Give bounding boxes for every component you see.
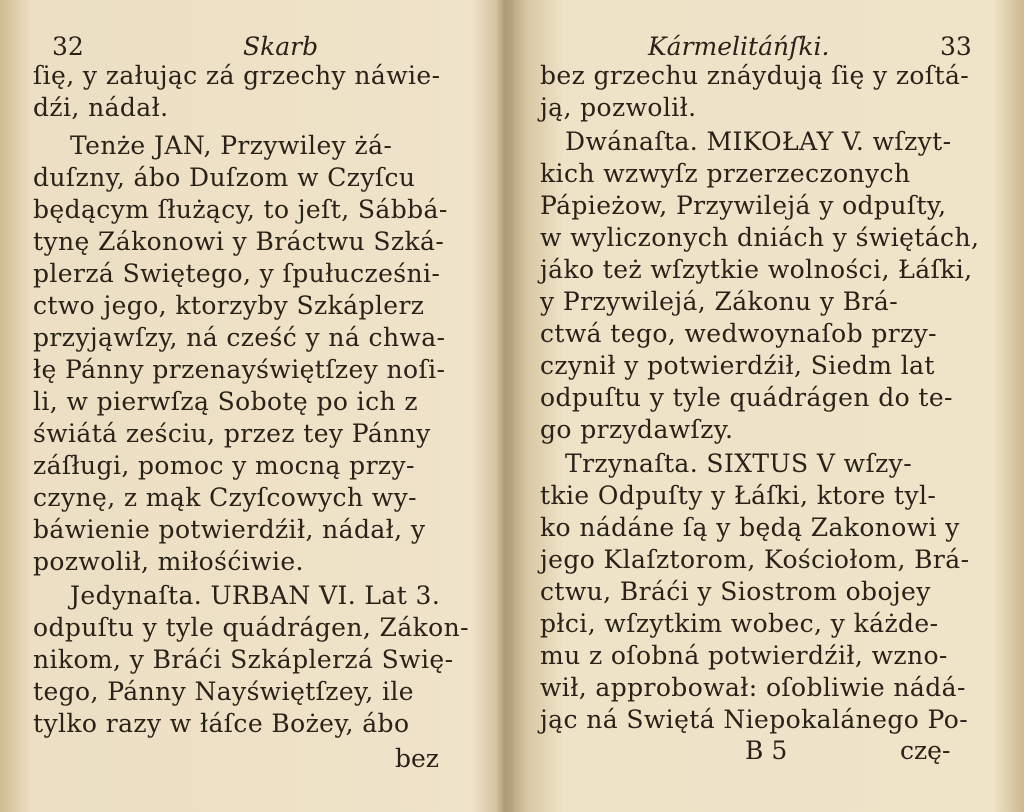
- text-line: ctwá tego, wedwoynaſob przy-: [540, 319, 938, 348]
- text-line: ſię, y załując zá grzechy náwie-: [33, 61, 441, 90]
- text-line: báwienie potwierdźił, nádał, y: [33, 515, 426, 544]
- left-page-number: 32: [52, 32, 84, 61]
- text-line: czynił y potwierdźił, Siedm lat: [540, 351, 935, 380]
- text-line: záſługi, pomoc y mocną przy-: [33, 451, 415, 480]
- text-line: ją, pozwolił.: [540, 93, 697, 122]
- text-line: jąc ná Swiętá Niepokalánego Po-: [540, 705, 969, 734]
- right-page-number: 33: [940, 32, 972, 61]
- text-line: płci, wſzytkim wobec, y káżde-: [540, 609, 939, 638]
- text-line: Dwánaſta. MIKOŁAY V. wſzyt-: [565, 127, 952, 156]
- left-catchword: bez: [395, 744, 439, 773]
- signature-mark: B 5: [745, 736, 788, 765]
- text-line: czynę, z mąk Czyſcowych wy-: [33, 483, 417, 512]
- text-line: nikom, y Bráći Szkáplerzá Swię-: [33, 645, 454, 674]
- text-line: świátá ześciu, przez tey Pánny: [33, 419, 431, 448]
- text-line: bez grzechu znáydują ſię y zoſtá-: [540, 61, 970, 90]
- text-line: tynę Zákonowi y Bráctwu Szká-: [33, 227, 445, 256]
- text-line: Jedynaſta. URBAN VI. Lat 3.: [70, 581, 441, 610]
- text-line: pozwolił, miłośćiwie.: [33, 547, 304, 576]
- text-line: w wyliczonych dniách y świętách,: [540, 223, 980, 252]
- text-line: duſzny, ábo Duſzom w Czyſcu: [33, 163, 416, 192]
- text-line: odpuſtu y tyle quádrágen, Zákon-: [33, 613, 469, 642]
- text-line: y Przywilejá, Zákonu y Brá-: [540, 287, 899, 316]
- right-running-head: Kármelitáńſki.: [648, 32, 830, 61]
- text-line: odpuſtu y tyle quádrágen do te-: [540, 383, 953, 412]
- text-line: kich wzwyſz przerzeczonych: [540, 159, 911, 188]
- text-line: mu z oſobná potwierdźił, wzno-: [540, 641, 948, 670]
- text-line: tkie Odpuſty y Łáſki, ktore tyl-: [540, 481, 937, 510]
- text-line: tylko razy w łáſce Bożey, ábo: [33, 709, 410, 738]
- text-line: łę Pánny przenayświętſzey noſi-: [33, 355, 446, 384]
- text-line: ctwo jego, ktorzyby Szkáplerz: [33, 291, 425, 320]
- text-line: ko nádáne ſą y będą Zakonowi y: [540, 513, 960, 542]
- text-line: przyjąwſzy, ná cześć y ná chwa-: [33, 323, 446, 352]
- text-line: tego, Pánny Nayświętſzey, ile: [33, 677, 414, 706]
- text-line: wił, approbował: oſobliwie nádá-: [540, 673, 966, 702]
- left-running-head: Skarb: [243, 32, 319, 61]
- text-line: będącym ſłużący, to jeſt, Sábbá-: [33, 195, 448, 224]
- text-line: plerzá Swiętego, y ſpułucześni-: [33, 259, 441, 288]
- left-page: [0, 0, 505, 812]
- right-catchword: czę-: [900, 736, 951, 765]
- text-line: jáko też wſzytkie wolności, Łáſki,: [540, 255, 973, 284]
- text-line: li, w pierwſzą Sobotę po ich z: [33, 387, 418, 416]
- text-line: Trzynaſta. SIXTUS V wſzy-: [565, 449, 913, 478]
- text-line: dźi, nádał.: [33, 93, 169, 122]
- right-page: [510, 0, 1024, 812]
- text-line: Tenże JAN, Przywiley żá-: [70, 131, 393, 160]
- text-line: ctwu, Bráći y Siostrom obojey: [540, 577, 931, 606]
- text-line: Pápieżow, Przywilejá y odpuſty,: [540, 191, 947, 220]
- text-line: go przydawſzy.: [540, 415, 734, 444]
- text-line: jego Klaſztorom, Kościołom, Brá-: [540, 545, 970, 574]
